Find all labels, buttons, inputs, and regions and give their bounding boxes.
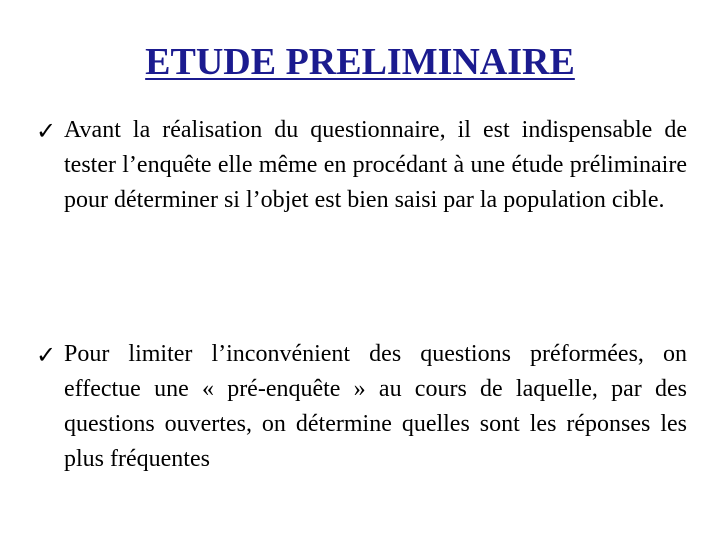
bullet-text-1: Avant la réalisation du questionnaire, il est indispensable de tester l’enquête elle même en procédant à une étude préliminaire pour déterminer si l’objet est bien saisi par la population cible. [64,117,687,213]
bullet-item-2 [36,337,687,477]
check-mark-icon: ✓ [36,117,57,145]
slide-title: ETUDE PRELIMINAIRE [145,41,575,83]
bullet-text-2: Pour limiter l’inconvénient des questions préformées, on effectue une « pré-enquête » au cours de laquelle, par des questions ouvertes, on détermine quelles sont les réponses les plus fréquentes [64,341,687,472]
bullet-item-1 [36,113,687,218]
check-mark-icon: ✓ [36,341,57,369]
